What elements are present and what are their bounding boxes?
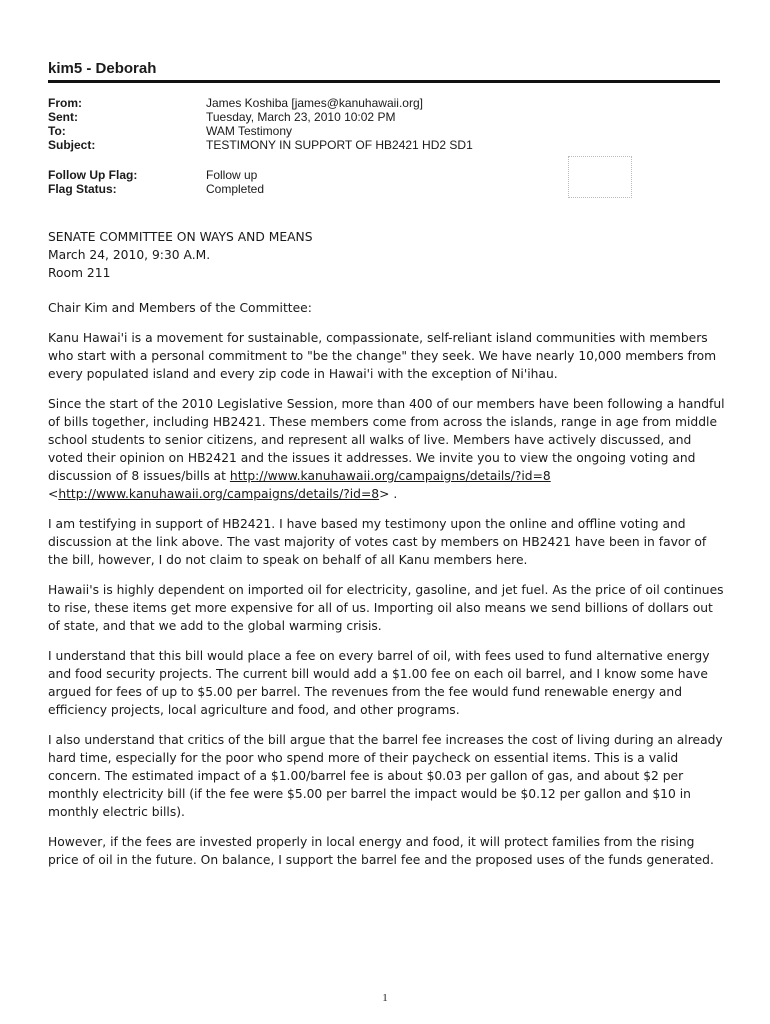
paragraph-6: I also understand that critics of the bill argue that the barrel fee increases the cost of living during an already hard time, especially for the poor who spend more of their paycheck on essential items. This is a valid concern. The estimated impact of a $1.00/barrel fee is about $0.03 per gallon of gas, and about $2 per monthly electricity bill (if the fee were $5.00 per barrel the impact would be $0.12 per gallon and $10 in monthly electric bills). [48, 733, 723, 819]
flagstatus-label: Flag Status: [48, 182, 117, 196]
to-row [48, 124, 720, 138]
flagstatus-value: Completed [206, 182, 265, 196]
committee-address [48, 228, 728, 282]
from-label: From: [48, 96, 82, 110]
hearing-room: Room 211 [48, 266, 111, 280]
to-value: WAM Testimony [206, 124, 293, 138]
committee-name: SENATE COMMITTEE ON WAYS AND MEANS [48, 230, 313, 244]
title-rule [48, 80, 720, 83]
campaign-link[interactable]: http://www.kanuhawaii.org/campaigns/details/?id=8 [229, 469, 551, 483]
paragraph-7: However, if the fees are invested properly in local energy and food, it will protect families from the rising price of oil in the future. On balance, I support the barrel fee and the proposed uses of the funds generated. [48, 835, 714, 867]
from-value: James Koshiba [james@kanuhawaii.org] [206, 96, 423, 110]
sent-label: Sent: [48, 110, 78, 124]
subject-label: Subject: [48, 138, 96, 152]
sent-row [48, 110, 720, 124]
salutation: Chair Kim and Members of the Committee: [48, 301, 312, 315]
followup-value: Follow up [206, 168, 258, 182]
followup-label: Follow Up Flag: [48, 168, 138, 182]
subject-row [48, 138, 720, 152]
paragraph-3: I am testifying in support of HB2421. I have based my testimony upon the online and offline voting and discussion at the link above. The vast majority of votes cast by members on HB2421 have been in favor of the bill, however, I do not claim to speak on behalf of all Kanu members here. [48, 517, 707, 567]
page-number: 1 [382, 992, 388, 1004]
paragraph-5: I understand that this bill would place a fee on every barrel of oil, with fees used to fund alternative energy and food security projects. The current bill would add a $1.00 fee on each oil barrel, and I know some have argued for fees of up to $5.00 per barrel. The revenues from the fee would fund renewable energy and efficiency projects, local agriculture and food, and other programs. [48, 649, 710, 717]
to-label: To: [48, 124, 66, 138]
email-header-block [48, 96, 720, 152]
received-stamp-mark [568, 156, 632, 198]
link-open-bracket: < [48, 487, 59, 501]
mailbox-title: kim5 - Deborah [48, 60, 157, 77]
from-row [48, 96, 720, 110]
paragraph-2-text: Since the start of the 2010 Legislative Session, more than 400 of our members have been following a handful of bills together, including HB2421. These members come from across the islands, range in age from middle school students to senior citizens, and represent all walks of live. Members have actively discussed, and voted their opinion on HB2421 and the issues it addresses. We invite you to view the ongoing voting and discussion of 8 issues/bills at [48, 397, 725, 483]
testimony-body [48, 228, 728, 881]
hearing-date: March 24, 2010, 9:30 A.M. [48, 248, 211, 262]
paragraph-2 [48, 395, 728, 503]
paragraph-4: Hawaii's is highly dependent on imported oil for electricity, gasoline, and jet fuel. As the price of oil continues to rise, these items get more expensive for all of us. Importing oil also means we send billions of dollars out of state, and that we add to the global warming crisis. [48, 583, 724, 633]
subject-value: TESTIMONY IN SUPPORT OF HB2421 HD2 SD1 [206, 138, 473, 152]
link-close-bracket: > . [379, 487, 398, 501]
campaign-link-repeat[interactable]: http://www.kanuhawaii.org/campaigns/details/?id=8 [58, 487, 380, 501]
sent-value: Tuesday, March 23, 2010 10:02 PM [206, 110, 396, 124]
paragraph-1: Kanu Hawai'i is a movement for sustainable, compassionate, self-reliant island communities with members who start with a personal commitment to "be the change" they seek. We have nearly 10,000 members from every populated island and every zip code in Hawai'i with the exception of Ni'ihau. [48, 331, 717, 381]
